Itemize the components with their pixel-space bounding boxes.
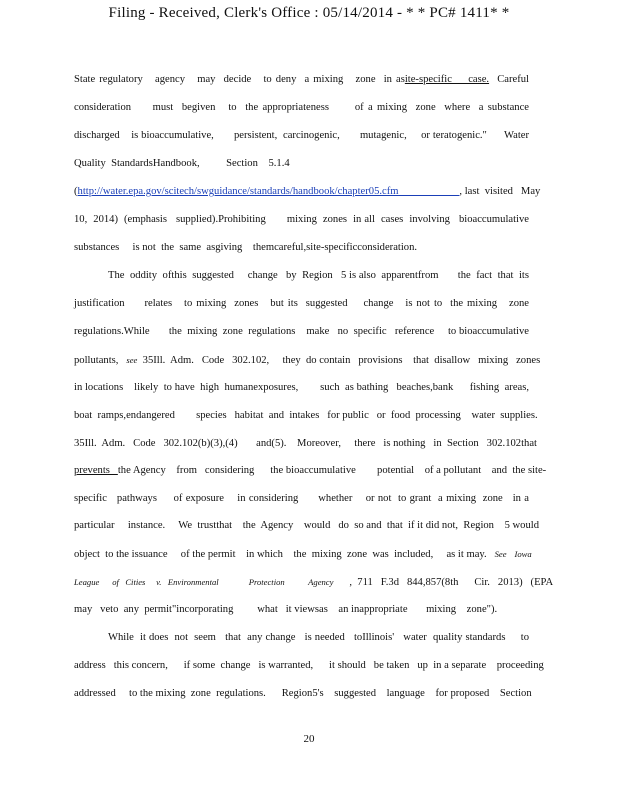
text-line: [74, 213, 529, 227]
url-link[interactable]: http://water.epa.gov/scitech/swguidance/standards/handbook/chapter05.cfm: [77, 186, 399, 197]
text-segment: addressed to the mixing zone regulations. Region5's suggested language for proposed Section: [74, 688, 532, 699]
text-segment: While it does not seem that any change is needed toIllinois' water quality standards to: [108, 632, 529, 643]
text-segment: , 711 F.3d 844,857(8th Cir. 2013) (EPA: [333, 577, 554, 588]
text-segment: boat ramps,endangered species habitat and intakes for public or food processing water supplies.: [74, 410, 538, 421]
text-segment: 35Ill. Adm. Code 302.102, they do contain provisions that disallow mixing zones: [137, 355, 541, 366]
filing-header: Filing - Received, Clerk's Office : 05/14/2014 - * * PC# 1411* *: [108, 5, 510, 21]
text-segment: specific pathways of exposure in considering whether or not to grant a mixing zone in a: [74, 493, 529, 504]
text-line: [74, 603, 529, 617]
url-link[interactable]: [398, 186, 459, 197]
text-line: [74, 185, 541, 199]
text-line: [74, 353, 541, 368]
text-segment: the Agency from considering the bioaccumulative potential of a pollutant and the site-: [117, 465, 547, 476]
text-line: [74, 101, 529, 115]
text-line: [74, 157, 529, 171]
text-line: [74, 492, 529, 506]
text-segment: State regulatory agency may decide to deny a mixing zone in as: [74, 74, 405, 85]
text-line: [74, 437, 537, 451]
text-line: [74, 547, 532, 562]
text-line: [74, 325, 529, 339]
text-line: [74, 659, 544, 673]
text-line: [74, 464, 547, 478]
italic-citation: see: [126, 355, 138, 365]
text-line: [74, 129, 529, 143]
text-line: [108, 631, 529, 645]
text-segment: discharged is bioaccumulative, persistent, carcinogenic, mutagenic, or teratogenic." Water: [74, 130, 529, 141]
text-line: [74, 297, 529, 311]
text-line: [74, 519, 540, 533]
text-segment: object to the issuance of the permit in which the mixing zone was included, as it may.: [74, 549, 495, 560]
text-segment: Quality StandardsHandbook, Section 5.1.4: [74, 158, 290, 169]
text-segment: 10, 2014) (emphasis supplied).Prohibiting mixing zones in all cases involving bioaccumulative: [74, 214, 529, 225]
italic-citation: Iowa: [514, 549, 532, 559]
text-line: [74, 687, 532, 701]
text-line: [74, 241, 529, 255]
text-segment: particular instance. We trustthat the Agency would do so and that if it did not, Region 5 would: [74, 520, 540, 531]
text-segment: The oddity ofthis suggested change by Region 5 is also apparentfrom the fact that its: [108, 270, 529, 281]
text-segment: , last visited May: [459, 186, 541, 197]
text-segment: regulations.While the mixing zone regulations make no specific reference to bioaccumulative: [74, 326, 529, 337]
text-line: [74, 381, 529, 395]
underlined-text: prevents: [74, 465, 118, 476]
text-segment: may veto any permit"incorporating what it viewsas an inappropriate mixing zone").: [74, 604, 498, 615]
italic-citation: See: [494, 549, 507, 559]
italic-citation: League of Cities v. Environmental Protection Agency: [74, 577, 334, 587]
text-line: [108, 269, 529, 283]
text-line: [74, 409, 538, 423]
text-segment: substances is not the same asgiving themcareful,site-specificconsideration.: [74, 242, 418, 253]
text-segment: 35Ill. Adm. Code 302.102(b)(3),(4) and(5). Moreover, there is nothing in Section 302.102that: [74, 438, 537, 449]
text-segment: consideration must begiven to the appropriateness of a mixing zone where a substance: [74, 102, 529, 113]
text-line: [74, 575, 554, 590]
text-segment: address this concern, if some change is warranted, it should be taken up in a separate proceeding: [74, 660, 544, 671]
text-segment: pollutants,: [74, 355, 127, 366]
text-segment: [507, 549, 515, 560]
text-segment: Careful: [489, 74, 529, 85]
page-number: 20: [303, 733, 315, 745]
text-segment: justification relates to mixing zones but its suggested change is not to the mixing zone: [74, 298, 529, 309]
underlined-text: ite-specific case.: [404, 74, 490, 85]
text-segment: (: [74, 186, 78, 197]
text-segment: in locations likely to have high humanexposures, such as bathing beaches,bank fishing areas,: [74, 382, 529, 393]
text-line: [74, 73, 529, 87]
